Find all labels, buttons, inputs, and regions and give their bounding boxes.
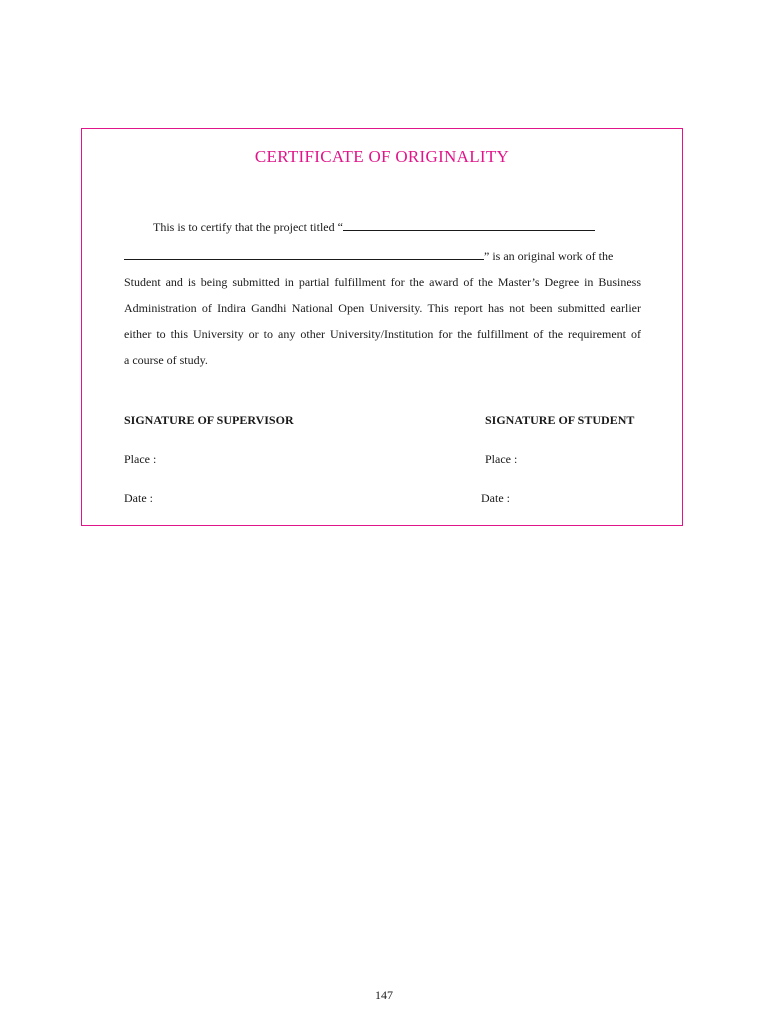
supervisor-date-label: Date : <box>124 491 153 505</box>
project-title-blank-2 <box>124 250 484 260</box>
paragraph-line-2 <box>124 249 613 264</box>
paragraph-line-1 <box>153 220 595 235</box>
project-title-blank-1 <box>343 221 595 231</box>
page-number: 147 <box>375 988 393 1002</box>
supervisor-signature-label: SIGNATURE OF SUPERVISOR <box>124 413 294 427</box>
student-place-label: Place : <box>485 452 518 466</box>
paragraph-line-2-text: ” is an original work of the <box>484 249 614 263</box>
supervisor-place-label: Place : <box>124 452 157 466</box>
paragraph-line-6: a course of study. <box>124 353 208 367</box>
paragraph-line-3: Student and is being submitted in partial fulfillment for the award of the Master’s Degree in Business <box>124 275 641 289</box>
certificate-box <box>81 128 683 526</box>
paragraph-line-4: Administration of Indira Gandhi National Open University. This report has not been submitted earlier <box>124 301 641 315</box>
student-date-label: Date : <box>481 491 510 505</box>
paragraph-line-1-text: This is to certify that the project titled “ <box>153 220 343 234</box>
paragraph-line-5: either to this University or to any other University/Institution for the fulfillment of the requirement of <box>124 327 641 341</box>
certificate-title: CERTIFICATE OF ORIGINALITY <box>254 147 510 166</box>
student-signature-label: SIGNATURE OF STUDENT <box>485 413 635 427</box>
